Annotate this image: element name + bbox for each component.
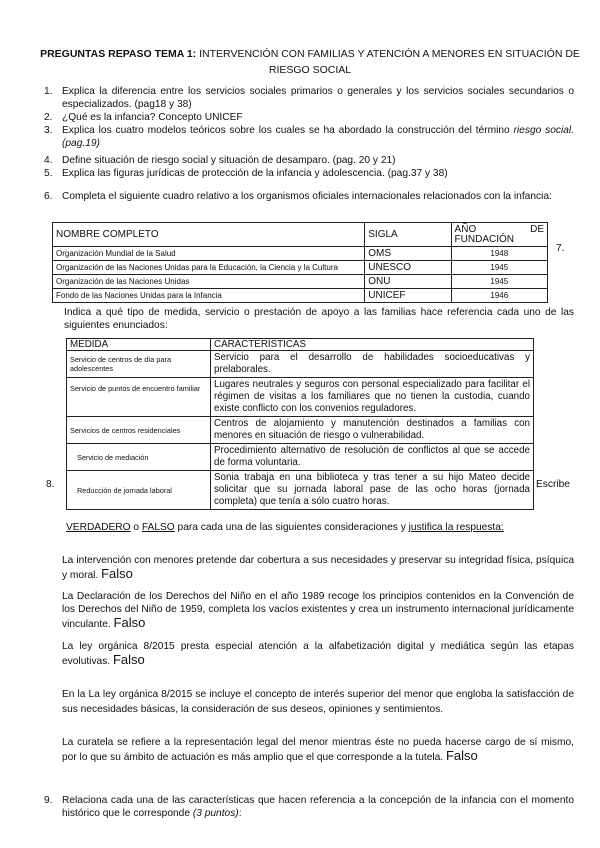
statement-text: La curatela se refiere a la representación legal del menor mientras éste no pueda hacerse cargo de sí mismo, por lo que su ámbito de actuación es más amplio que el que corresponde a la tutela. (62, 737, 574, 763)
table-cell: Organización Mundial de la Salud (53, 247, 365, 261)
question-points: (3 puntos) (192, 807, 239, 819)
table-row (53, 261, 548, 275)
characteristics-cell: Servicio para el desarrollo de habilidades socioeducativas y prelaborales. (211, 351, 534, 378)
question-5 (44, 168, 574, 181)
question-8-side-word: Escribe (536, 479, 570, 490)
instruction-word-true: VERDADERO (66, 522, 131, 533)
table-row (67, 378, 534, 417)
instruction-connector: o (130, 522, 142, 533)
table-cell: Organización de las Naciones Unidas para la Educación, la Ciencia y la Cultura (53, 261, 365, 275)
measure-cell: Servicios de centros residenciales (67, 417, 211, 444)
question-number: 3. (44, 125, 53, 136)
question-8-instruction (66, 522, 576, 533)
measure-cell: Reducción de jornada laboral (67, 471, 211, 510)
statement-text: La intervención con menores pretende dar cobertura a sus necesidades y preservar su integridad física, psíquica y moral. (62, 555, 574, 581)
measure-cell: Servicio de mediación (67, 444, 211, 471)
title-rest: INTERVENCIÓN CON FAMILIAS Y ATENCIÓN A MENORES EN SITUACIÓN DE RIESGO SOCIAL (196, 48, 580, 76)
question-text-italic: riesgo social.(pag.19) (62, 125, 574, 149)
question-text: Completa el siguiente cuadro relativo a los organismos oficiales internacionales relacionados con la infancia: (62, 191, 552, 202)
question-text: ¿Qué es la infancia? Concepto UNICEF (62, 112, 243, 123)
statement-answer: Falso (101, 566, 133, 581)
question-number: 6. (44, 191, 53, 202)
instruction-word-justify: justifica la respuesta: (408, 522, 504, 533)
question-number: 2. (44, 112, 53, 123)
header-year-word: DE (530, 223, 544, 235)
organizations-table (52, 222, 548, 303)
table-cell: 1945 (451, 261, 547, 275)
statement-1 (62, 554, 574, 582)
measures-table (66, 338, 534, 510)
instruction-word-false: FALSO (141, 522, 175, 533)
question-9 (44, 795, 574, 820)
question-7-number: 7. (556, 243, 565, 254)
table-cell: 1946 (451, 289, 547, 303)
table-cell: OMS (365, 247, 451, 261)
statement-text: La Declaración de los Derechos del Niño en el año 1989 recoge los principios contenidos en la Convención de los Derechos del Niño de 1959, completa los vacíos existentes y crea un instrumento internacional jurídicamente vinculante. (62, 591, 574, 630)
header-cell: CARACTERÍSTICAS (211, 339, 534, 351)
statement-answer: Falso (113, 615, 146, 630)
question-text: Explica la diferencia entre los servicios sociales primarios o generales y los servicios sociales secundarios o especializados. (pag18 y 38) (62, 86, 574, 110)
characteristics-cell: Procedimiento alternativo de resolución de conflictos al que se accede de forma voluntaria. (211, 444, 534, 471)
header-year-word: FUNDACIÓN (454, 233, 514, 245)
statement-text: En la La ley orgánica 8/2015 se incluye el concepto de interés superior del menor que engloba la satisfacción de sus necesidades básicas, la consideración de sus deseos, opiniones y sentimientos. (62, 689, 574, 715)
table-row (53, 275, 548, 289)
table-row (67, 351, 534, 378)
header-cell: MEDIDA (67, 339, 211, 351)
header-cell: NOMBRE COMPLETO (53, 223, 365, 247)
question-1 (44, 86, 574, 111)
question-7-text: Indica a qué tipo de medida, servicio o prestación de apoyo a las familias hace referencia cada uno de las siguientes enunciados: (64, 307, 574, 331)
document-title (40, 46, 580, 78)
table-row (67, 471, 534, 510)
table-cell: 1948 (451, 247, 547, 261)
question-6 (44, 191, 574, 204)
table-row (67, 444, 534, 471)
statement-2 (62, 590, 574, 631)
table-row (53, 247, 548, 261)
table-header-row (53, 223, 548, 247)
table-cell: Organización de las Naciones Unidas (53, 275, 365, 289)
statement-answer: Falso (445, 748, 478, 763)
measure-cell: Servicio de centros de día para adolescentes (67, 351, 211, 378)
header-cell: SIGLA (365, 223, 451, 247)
table-cell: Fondo de las Naciones Unidas para la Infancia (53, 289, 365, 303)
question-number: 9. (44, 795, 53, 806)
title-bold: PREGUNTAS REPASO TEMA 1: (40, 48, 197, 60)
table-cell: UNICEF (365, 289, 451, 303)
table-cell: ONU (365, 275, 451, 289)
question-text: Define situación de riesgo social y situación de desamparo. (pag. 20 y 21) (62, 155, 396, 166)
table-cell: UNESCO (365, 261, 451, 275)
characteristics-cell: Centros de alojamiento y manutención destinados a familias con menores en situación de riesgo o vulnerabilidad. (211, 417, 534, 444)
question-number: 5. (44, 168, 53, 179)
question-number: 4. (44, 155, 53, 166)
question-number: 1. (44, 86, 53, 97)
statement-answer: Falso (112, 652, 145, 667)
question-text: Explica los cuatro modelos teóricos sobre los cuales se ha abordado la construcción del término (62, 125, 514, 136)
question-4 (44, 155, 574, 168)
characteristics-cell: Lugares neutrales y seguros con personal especializado para facilitar el régimen de visitas a los familiares que no tienen la custodia, cuando existe conflicto con los convenios reguladores. (211, 378, 534, 417)
statement-5 (62, 736, 574, 764)
table-row (53, 289, 548, 303)
measure-cell: Servicio de puntos de encuentro familiar (67, 378, 211, 417)
table-header-row (67, 339, 534, 351)
statement-text: La ley orgánica 8/2015 presta especial atención a la alfabetización digital y mediática según las etapas evolutivas. (62, 641, 574, 667)
question-2 (44, 112, 574, 125)
question-text: Relaciona cada una de las características que hacen referencia a la concepción de la infancia con el momento histórico que le corresponde (62, 795, 574, 819)
question-3 (44, 125, 574, 150)
question-text: Explica las figuras jurídicas de protección de la infancia y adolescencia. (pag.37 y 38) (62, 168, 448, 179)
characteristics-cell: Sonia trabaja en una biblioteca y tras tener a su hijo Mateo decide solicitar que su jornada laboral pase de las ocho horas (jornada completa) que tenía a sólo cuatro horas. (211, 471, 534, 510)
instruction-text: para cada una de las siguientes consideraciones y (174, 522, 409, 533)
statement-3 (62, 640, 574, 668)
question-text-end: : (238, 807, 242, 819)
question-8-number: 8. (46, 479, 55, 490)
table-row (67, 417, 534, 444)
header-year-word: AÑO (454, 223, 477, 235)
header-cell-year (451, 223, 547, 247)
statement-4 (62, 688, 574, 716)
table-cell: 1945 (451, 275, 547, 289)
